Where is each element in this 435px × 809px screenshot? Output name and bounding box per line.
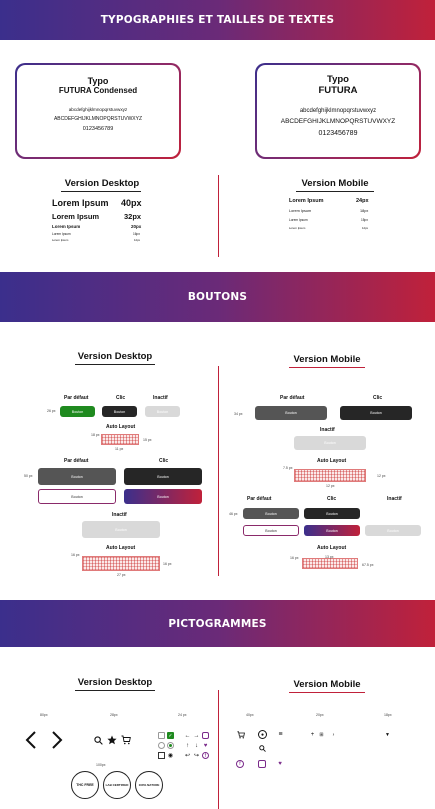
badge-nature-icon [135,771,163,799]
state-label-inactive: Inactif [153,395,168,401]
dim-label: 67.5 px [362,563,374,567]
chevron-down-icon[interactable]: ▼ [385,731,390,738]
size-label: 18px [384,713,392,717]
button-click[interactable]: Bouton [340,406,412,420]
star-icon[interactable] [106,734,117,745]
auto-layout-grid [294,469,366,482]
auto-layout-label: Auto Layout [106,424,136,430]
dim-label: 16 px [71,553,80,557]
dim-label: 16 px [290,556,299,560]
size-sample: Lorem Ipsum [289,226,306,230]
size-value: 20px [131,224,142,229]
banner-title: TYPOGRAPHIES ET TAILLES DE TEXTES [100,14,335,26]
badge-lab-certified-icon [103,771,131,799]
badge-text: LAB CERTIFIED [105,783,129,787]
facebook-icon[interactable]: f [236,760,244,768]
button-inactive: Bouton [82,521,160,538]
banner-typographies [0,0,435,40]
size-sample: Lorem Ipsum [52,238,69,242]
size-value: 18px [360,209,369,213]
user-icon[interactable]: ● [258,730,267,739]
size-value: 24px [356,198,369,204]
chevron-right-icon[interactable] [50,730,64,750]
card-digits: 0123456789 [318,129,358,137]
card-uppercase: ABCDEFGHIJKLMNOPQRSTUVWXYZ [53,115,143,122]
search-icon[interactable] [258,744,266,752]
arrow-up-icon[interactable]: ↑ [186,742,189,749]
button-gradient-click[interactable]: Bouton [304,525,360,536]
size-label: 20px [316,713,324,717]
heading-underline [296,191,374,192]
dim-label: 18 px [91,433,100,437]
cart-icon[interactable] [236,730,245,739]
card-lowercase: abcdefghijklmnopqrstuvwxyz [299,107,377,114]
size-sample: Lorem Ipsum [289,218,308,222]
checkbox-empty-icon[interactable] [158,732,165,739]
size-sample: Lorem Ipsum [52,212,100,221]
state-label-inactive: Inactif [387,496,402,502]
dim-label: 7.5 px [283,466,293,470]
heading-desktop: Version Desktop [64,178,140,189]
button-gradient-click[interactable]: Bouton [124,489,202,504]
button-inactive: Bouton [365,525,421,536]
button-default[interactable]: Bouton [243,508,299,519]
button-click[interactable]: Bouton [102,406,137,417]
card-font-name: FUTURA Condensed [58,85,138,95]
state-label-inactive: Inactif [112,512,127,518]
auto-layout-grid [302,558,358,569]
minus-icon[interactable]: + [310,731,315,738]
plus-icon[interactable]: › [332,731,335,738]
size-value: 40px [121,198,142,208]
size-sample: Lorem Ipsum [52,198,109,208]
menu-box-icon[interactable] [158,752,165,759]
dim-label: 12 px [377,474,386,478]
radio-empty-icon[interactable] [158,742,165,749]
column-divider [218,175,219,257]
arrow-left-icon[interactable]: ← [184,732,191,739]
state-label-default: Par défaut [64,458,89,464]
button-inactive: Bouton [294,436,366,450]
dim-label: 27 px [117,573,126,577]
size-value: 32px [124,212,142,221]
button-default[interactable]: Bouton [60,406,95,417]
twitter-icon[interactable]: ♥ [203,742,208,749]
banner-title: BOUTONS [187,291,248,303]
column-divider [218,690,219,809]
heading-underline [61,191,141,192]
heading-underline [75,364,155,365]
size-value: 16px [133,232,140,236]
card-uppercase: ABCDEFGHIJKLMNOPQRSTUVWXYZ [280,117,396,125]
dim-label: 50 px [24,474,33,478]
auto-layout-grid [82,556,160,571]
facebook-icon[interactable]: f [202,752,209,759]
heading-desktop: Version Desktop [77,677,153,688]
card-title: Typo [327,73,349,85]
auto-layout-label: Auto Layout [317,458,347,464]
dim-label: 46 px [229,512,238,516]
card-digits: 0123456789 [82,125,114,132]
menu-icon[interactable]: ≡ [278,731,283,738]
dim-label: 11 px [115,447,124,451]
size-value: 15px [361,218,368,222]
twitter-icon[interactable]: ♥ [278,761,282,767]
size-label: 100px [96,763,106,767]
typo-card-condensed [15,63,181,159]
button-default[interactable]: Bouton [255,406,327,420]
dim-label: 12 px [326,484,335,488]
state-label-default: Par défaut [64,395,89,401]
button-click[interactable]: Bouton [304,508,360,519]
instagram-icon[interactable] [202,732,209,739]
badge-thc-free-icon [71,771,99,799]
card-title: Typo [87,75,109,86]
card-lowercase: abcdefghijklmnopqrstuvwxyz [68,106,128,112]
size-sample: Lorem Ipsum [289,209,312,213]
state-label-click: Clic [159,458,169,464]
state-label-click: Clic [116,395,126,401]
size-sample: Lorem Ipsum [52,224,81,229]
button-default[interactable]: Bouton [38,468,116,485]
heading-underline [75,690,155,691]
dim-label: 15 px [143,438,152,442]
dim-label: 26 px [47,409,56,413]
size-sample: Lorem Ipsum [289,198,324,204]
heading-desktop: Version Desktop [77,351,153,362]
state-label-default: Par défaut [247,496,272,502]
dim-label: 16 px [163,562,172,566]
size-label: 40px [246,713,254,717]
arrow-back-icon[interactable]: ↩ [184,753,191,759]
size-sample: Lorem Ipsum [52,232,71,236]
banner-pictogrammes [0,600,435,647]
instagram-icon[interactable] [258,760,266,768]
heading-mobile: Version Mobile [293,354,361,365]
heading-mobile: Version Mobile [301,178,369,189]
size-value: 12px [134,238,141,242]
checkbox-checked-icon[interactable]: ✓ [168,732,173,739]
arrow-down-icon[interactable]: ↓ [195,742,198,749]
size-label: 28px [110,713,118,717]
dim-label: 13 px [325,555,334,559]
auto-layout-label: Auto Layout [317,545,347,551]
banner-title: PICTOGRAMMES [168,617,267,630]
heading-underline [289,692,365,693]
column-divider [218,366,219,576]
state-label-inactive: Inactif [320,427,335,433]
cart-icon[interactable] [120,734,131,745]
quantity-icon[interactable]: ⊞ [319,731,324,738]
eye-icon[interactable]: ◉ [167,753,174,759]
search-icon[interactable] [93,735,103,745]
arrow-right-icon[interactable]: → [193,732,200,739]
state-label-default: Par défaut [280,395,305,401]
badge-text: THC FREE [76,783,94,787]
button-click[interactable]: Bouton [124,468,202,485]
chevron-left-icon[interactable] [24,730,38,750]
button-outline-default[interactable]: Bouton [243,525,299,536]
radio-checked-icon[interactable] [167,742,174,749]
size-label: 24 px [178,713,187,717]
card-font-name: FUTURA [318,84,358,96]
size-value: 12px [362,226,369,230]
state-label-click: Clic [327,496,337,502]
dim-label: 34 px [234,412,243,416]
button-inactive: Bouton [145,406,180,417]
heading-underline [289,367,365,368]
arrow-forward-icon[interactable]: ↪ [193,753,200,759]
state-label-click: Clic [373,395,383,401]
auto-layout-grid [101,434,139,445]
typo-card-futura [255,63,421,159]
auto-layout-label: Auto Layout [106,545,136,551]
heading-mobile: Version Mobile [293,679,361,690]
button-outline-default[interactable]: Bouton [38,489,116,504]
badge-text: 100% NATURE [138,783,160,787]
banner-boutons [0,272,435,322]
size-label: 80px [40,713,48,717]
